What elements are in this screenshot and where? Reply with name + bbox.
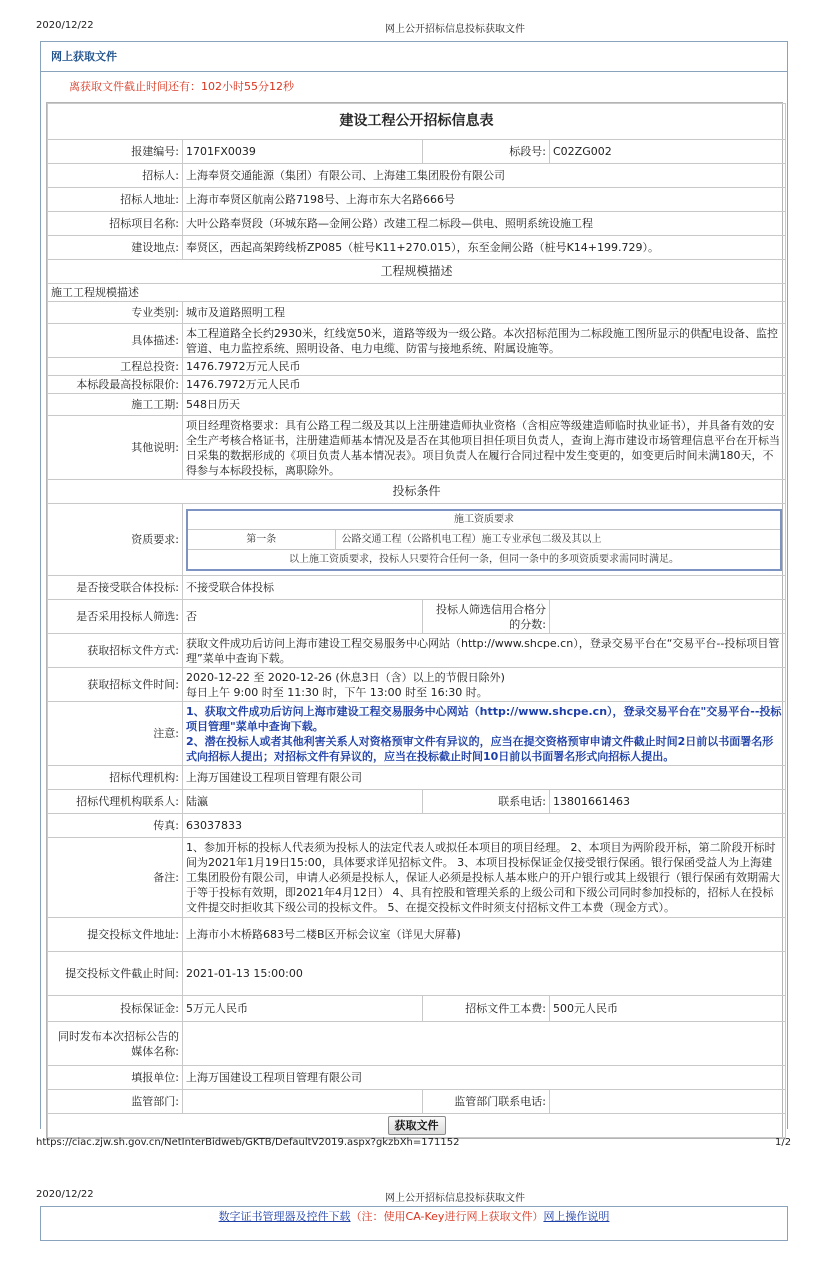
cert-manager-download-link[interactable]: 数字证书管理器及控件下载 bbox=[218, 1210, 351, 1223]
tenderer-label: 招标人: bbox=[48, 164, 183, 188]
tenderer-value: 上海奉贤交通能源（集团）有限公司、上海建工集团股份有限公司 bbox=[183, 164, 786, 188]
print-date: 2020/12/22 bbox=[36, 20, 94, 31]
button-row bbox=[48, 1114, 786, 1138]
qualification-item: 公路交通工程（公路机电工程）施工专业承包二级及其以上 bbox=[335, 530, 781, 550]
notice-value bbox=[183, 702, 786, 766]
qualification-label: 资质要求: bbox=[48, 504, 183, 576]
duration-value: 548日历天 bbox=[183, 394, 786, 416]
remarks-value: 1、参加开标的投标人代表须为投标人的法定代表人或拟任本项目的项目经理。 2、本项目为两阶段开标，第二阶段开标时间为2021年1月19日15:00，具体要求详见招标文件。 3、本项目投标保证金仅接受银行保函。银行保函受益人为上海建工集团股份有限公司，申请人必须是投标人，保证人必须是投标人基本账户的开户银行或其上级银行（银行保函有效期需大于等于投标有效期，即2021年4月12日） 4、具有控股和管理关系的上级公司和下级公司同时参加投标的，招标人在投标文件提交时拒收其下级公司的投标文件。 5、在提交投标文件时须支付招标文件工本费（现金方式）。 bbox=[183, 838, 786, 918]
project-name-label: 招标项目名称: bbox=[48, 212, 183, 236]
contact-label: 招标代理机构联系人: bbox=[48, 790, 183, 814]
notice-label: 注意: bbox=[48, 702, 183, 766]
bid-no-value: 1701FX0039 bbox=[183, 140, 423, 164]
form-container bbox=[46, 102, 783, 1139]
consortium-value: 不接受联合体投标 bbox=[183, 576, 786, 600]
supervisor-phone-value bbox=[550, 1090, 786, 1114]
specialty-label: 专业类别: bbox=[48, 302, 183, 324]
panel bbox=[40, 41, 788, 1132]
description-label: 具体描述: bbox=[48, 324, 183, 358]
specialty-value: 城市及道路照明工程 bbox=[183, 302, 786, 324]
panel-page-2 bbox=[40, 1206, 788, 1241]
scale-subheading: 施工工程规模描述 bbox=[48, 284, 786, 302]
deposit-value: 5万元人民币 bbox=[183, 996, 423, 1022]
submit-address-value: 上海市小木桥路683号二楼B区开标会议室（详见大屏幕) bbox=[183, 918, 786, 952]
fax-label: 传真: bbox=[48, 814, 183, 838]
credit-score-value bbox=[550, 600, 786, 634]
deadline-countdown: 离获取文件截止时间还有：102小时55分12秒 bbox=[69, 80, 294, 93]
qualification-cell bbox=[183, 504, 786, 576]
supervisor-value bbox=[183, 1090, 423, 1114]
qualification-item-no: 第一条 bbox=[187, 530, 335, 550]
project-name-value: 大叶公路奉贤段（环城东路—金闸公路）改建工程二标段—供电、照明系统设施工程 bbox=[183, 212, 786, 236]
filler-value: 上海万国建设工程项目管理有限公司 bbox=[183, 1066, 786, 1090]
submit-address-label: 提交投标文件地址: bbox=[48, 918, 183, 952]
supervisor-label: 监管部门: bbox=[48, 1090, 183, 1114]
other-notes-value: 项目经理资格要求：具有公路工程二级及其以上注册建造师执业资格（含相应等级建造师临时执业证书），并具备有效的安全生产考核合格证书，注册建造师基本情况及是否在其他项目担任项目负责人，查询上海市建设市场管理信息平台在开标当日采集的数据形成的《项目负责人基本情况表》。项目负责人在履行合同过程中发生变更的，如变更后时间未满180天，不得参与本标段投标，离职除外。 bbox=[183, 416, 786, 480]
supervisor-phone-label: 监管部门联系电话: bbox=[423, 1090, 550, 1114]
phone-value: 13801661463 bbox=[550, 790, 786, 814]
submit-deadline-label: 提交投标文件截止时间: bbox=[48, 952, 183, 996]
get-file-button[interactable]: 获取文件 bbox=[388, 1116, 446, 1135]
fax-value: 63037833 bbox=[183, 814, 786, 838]
online-guide-link[interactable]: 网上操作说明 bbox=[543, 1210, 610, 1223]
page-number: 1/2 bbox=[775, 1137, 792, 1148]
obtain-time-hours: 每日上午 9:00 时至 11:30 时，下午 13:00 时至 16:30 时。 bbox=[186, 685, 488, 699]
site-value: 奉贤区，西起高架跨线桥ZP085（桩号K11+270.015），东至金闸公路（桩号K14+199.729）。 bbox=[183, 236, 786, 260]
obtain-time-label: 获取招标文件时间: bbox=[48, 668, 183, 702]
doc-fee-label: 招标文件工本费: bbox=[423, 996, 550, 1022]
screening-label: 是否采用投标人筛选: bbox=[48, 600, 183, 634]
form-heading: 建设工程公开招标信息表 bbox=[48, 104, 786, 140]
total-investment-value: 1476.7972万元人民币 bbox=[183, 358, 786, 376]
tender-info-table bbox=[47, 103, 786, 1138]
ca-key-note: （注：使用CA-Key进行网上获取文件） bbox=[350, 1210, 544, 1223]
obtain-time-value bbox=[183, 668, 786, 702]
max-price-value: 1476.7972万元人民币 bbox=[183, 376, 786, 394]
filler-label: 填报单位: bbox=[48, 1066, 183, 1090]
obtain-method-value: 获取文件成功后访问上海市建设工程交易服务中心网站（http://www.shcpe.cn），登录交易平台在“交易平台--投标项目管理”菜单中查询下载。 bbox=[183, 634, 786, 668]
section-no-label: 标段号: bbox=[423, 140, 550, 164]
doc-fee-value: 500元人民币 bbox=[550, 996, 786, 1022]
section-no-value: C02ZG002 bbox=[550, 140, 786, 164]
duration-label: 施工工期: bbox=[48, 394, 183, 416]
qualification-note: 以上施工资质要求，投标人只要符合任何一条，但同一条中的多项资质要求需同时满足。 bbox=[187, 550, 781, 570]
media-value bbox=[183, 1022, 786, 1066]
panel-title: 网上获取文件 bbox=[41, 42, 787, 72]
qualification-table-title: 施工资质要求 bbox=[187, 510, 781, 530]
site-label: 建设地点: bbox=[48, 236, 183, 260]
scale-section-heading: 工程规模描述 bbox=[48, 260, 786, 284]
total-investment-label: 工程总投资: bbox=[48, 358, 183, 376]
deposit-label: 投标保证金: bbox=[48, 996, 183, 1022]
other-notes-label: 其他说明: bbox=[48, 416, 183, 480]
print-date-page-2: 2020/12/22 bbox=[36, 1189, 94, 1200]
screening-value: 否 bbox=[183, 600, 423, 634]
phone-label: 联系电话: bbox=[423, 790, 550, 814]
remarks-label: 备注: bbox=[48, 838, 183, 918]
notice-item-2: 2、潜在投标人或者其他利害关系人对资格预审文件有异议的，应当在提交资格预审申请文件截止时间2日前以书面署名形式向招标人提出；对招标文件有异议的，应当在投标截止时间10日前以书面署名形式向招标人提出。 bbox=[186, 734, 774, 763]
tenderer-address-label: 招标人地址: bbox=[48, 188, 183, 212]
consortium-label: 是否接受联合体投标: bbox=[48, 576, 183, 600]
notice-item-1: 1、获取文件成功后访问上海市建设工程交易服务中心网站（http://www.shcpe.cn），登录交易平台在"交易平台--投标项目管理"菜单中查询下载。 bbox=[186, 704, 782, 733]
print-url: https://ciac.zjw.sh.gov.cn/NetInterBidweb/GKTB/DefaultV2019.aspx?gkzbXh=171152 bbox=[36, 1137, 460, 1148]
submit-deadline-value: 2021-01-13 15:00:00 bbox=[183, 952, 786, 996]
qualification-table bbox=[186, 509, 782, 571]
contact-value: 陆瀛 bbox=[183, 790, 423, 814]
print-title-page-2: 网上公开招标信息投标获取文件 bbox=[385, 1193, 525, 1204]
description-value: 本工程道路全长约2930米，红线宽50米，道路等级为一级公路。本次招标范围为二标段施工图所显示的供配电设备、监控管道、电力监控系统、照明设备、电力电缆、防雷与接地系统、附属设施等。 bbox=[183, 324, 786, 358]
obtain-method-label: 获取招标文件方式: bbox=[48, 634, 183, 668]
credit-score-label: 投标人筛选信用合格分的分数: bbox=[423, 600, 550, 634]
agency-value: 上海万国建设工程项目管理有限公司 bbox=[183, 766, 786, 790]
print-title: 网上公开招标信息投标获取文件 bbox=[385, 24, 525, 35]
max-price-label: 本标段最高投标限价: bbox=[48, 376, 183, 394]
bid-no-label: 报建编号: bbox=[48, 140, 183, 164]
tenderer-address-value: 上海市奉贤区航南公路7198号、上海市东大名路666号 bbox=[183, 188, 786, 212]
obtain-time-dates: 2020-12-22 至 2020-12-26 (休息3日（含）以上的节假日除外) bbox=[186, 670, 505, 684]
bid-conditions-heading: 投标条件 bbox=[48, 480, 786, 504]
media-label: 同时发布本次招标公告的媒体名称: bbox=[48, 1022, 183, 1066]
agency-label: 招标代理机构: bbox=[48, 766, 183, 790]
help-links bbox=[41, 1207, 787, 1227]
